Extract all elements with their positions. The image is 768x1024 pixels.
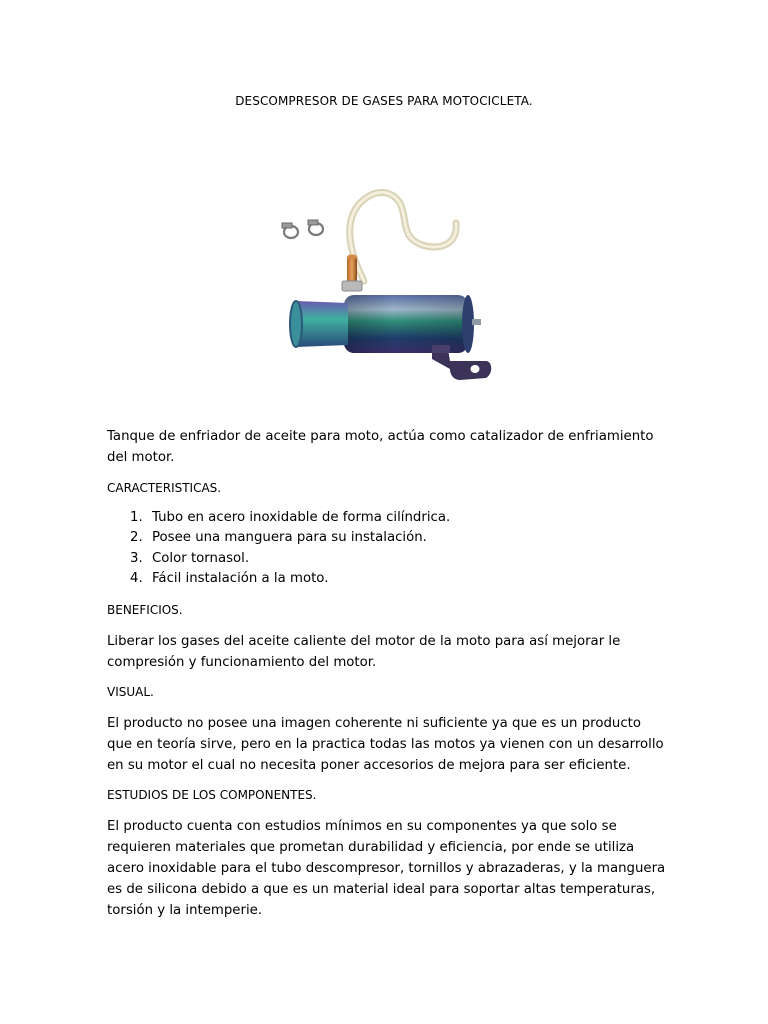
- list-item-number: 1.: [130, 510, 143, 525]
- list-item: [107, 528, 450, 548]
- list-item-text: Posee una manguera para su instalación.: [152, 530, 427, 546]
- oil-breather-tank-illustration: [272, 183, 494, 388]
- visual-heading: VISUAL.: [107, 685, 154, 699]
- list-item: [107, 569, 450, 589]
- list-item-number: 2.: [130, 530, 143, 546]
- list-item-number: 3.: [130, 550, 143, 566]
- hose: [350, 192, 457, 281]
- components-paragraph: El producto cuenta con estudios mínimos en su componentes ya que solo se requieren materiales que prometan durabilidad y eficiencia, por ende se utiliza acero inoxidable para el tubo descompresor, tornillos y abrazaderas, y la manguera es de silicona debido a que es un material ideal para soportar altas temperaturas, torsión y la intemperie.: [107, 819, 666, 918]
- benefits-heading: BENEFICIOS.: [107, 603, 183, 617]
- characteristics-list: [107, 508, 450, 589]
- hose-clamp-left: [282, 223, 298, 238]
- list-item-text: Fácil instalación a la moto.: [152, 570, 329, 586]
- list-item-number: 4.: [130, 570, 143, 586]
- list-item: [107, 549, 450, 569]
- benefits-paragraph: Liberar los gases del aceite caliente del motor de la moto para así mejorar le compresión y funcionamiento del motor.: [107, 634, 621, 670]
- characteristics-heading: CARACTERISTICAS.: [107, 481, 222, 495]
- document-title: DESCOMPRESOR DE GASES PARA MOTOCICLETA.: [235, 94, 533, 108]
- list-item-text: Tubo en acero inoxidable de forma cilíndrica.: [152, 510, 451, 525]
- inlet-cone: [296, 301, 348, 347]
- list-item-text: Color tornasol.: [152, 550, 250, 566]
- product-photo: [272, 183, 494, 388]
- visual-paragraph: El producto no posee una imagen coherente ni suficiente ya que es un producto que en teoría sirve, pero en la practica todas las motos ya vienen con un desarrollo en su motor el cual no necesita poner accesorios de mejora para ser eficiente.: [107, 716, 664, 773]
- mount-bracket: [432, 349, 491, 380]
- components-heading: ESTUDIOS DE LOS COMPONENTES.: [107, 788, 317, 802]
- intro-paragraph: Tanque de enfriador de aceite para moto, actúa como catalizador de enfriamiento del motor.: [107, 429, 654, 465]
- list-item: [107, 508, 450, 528]
- hose-clamp-right: [308, 220, 323, 235]
